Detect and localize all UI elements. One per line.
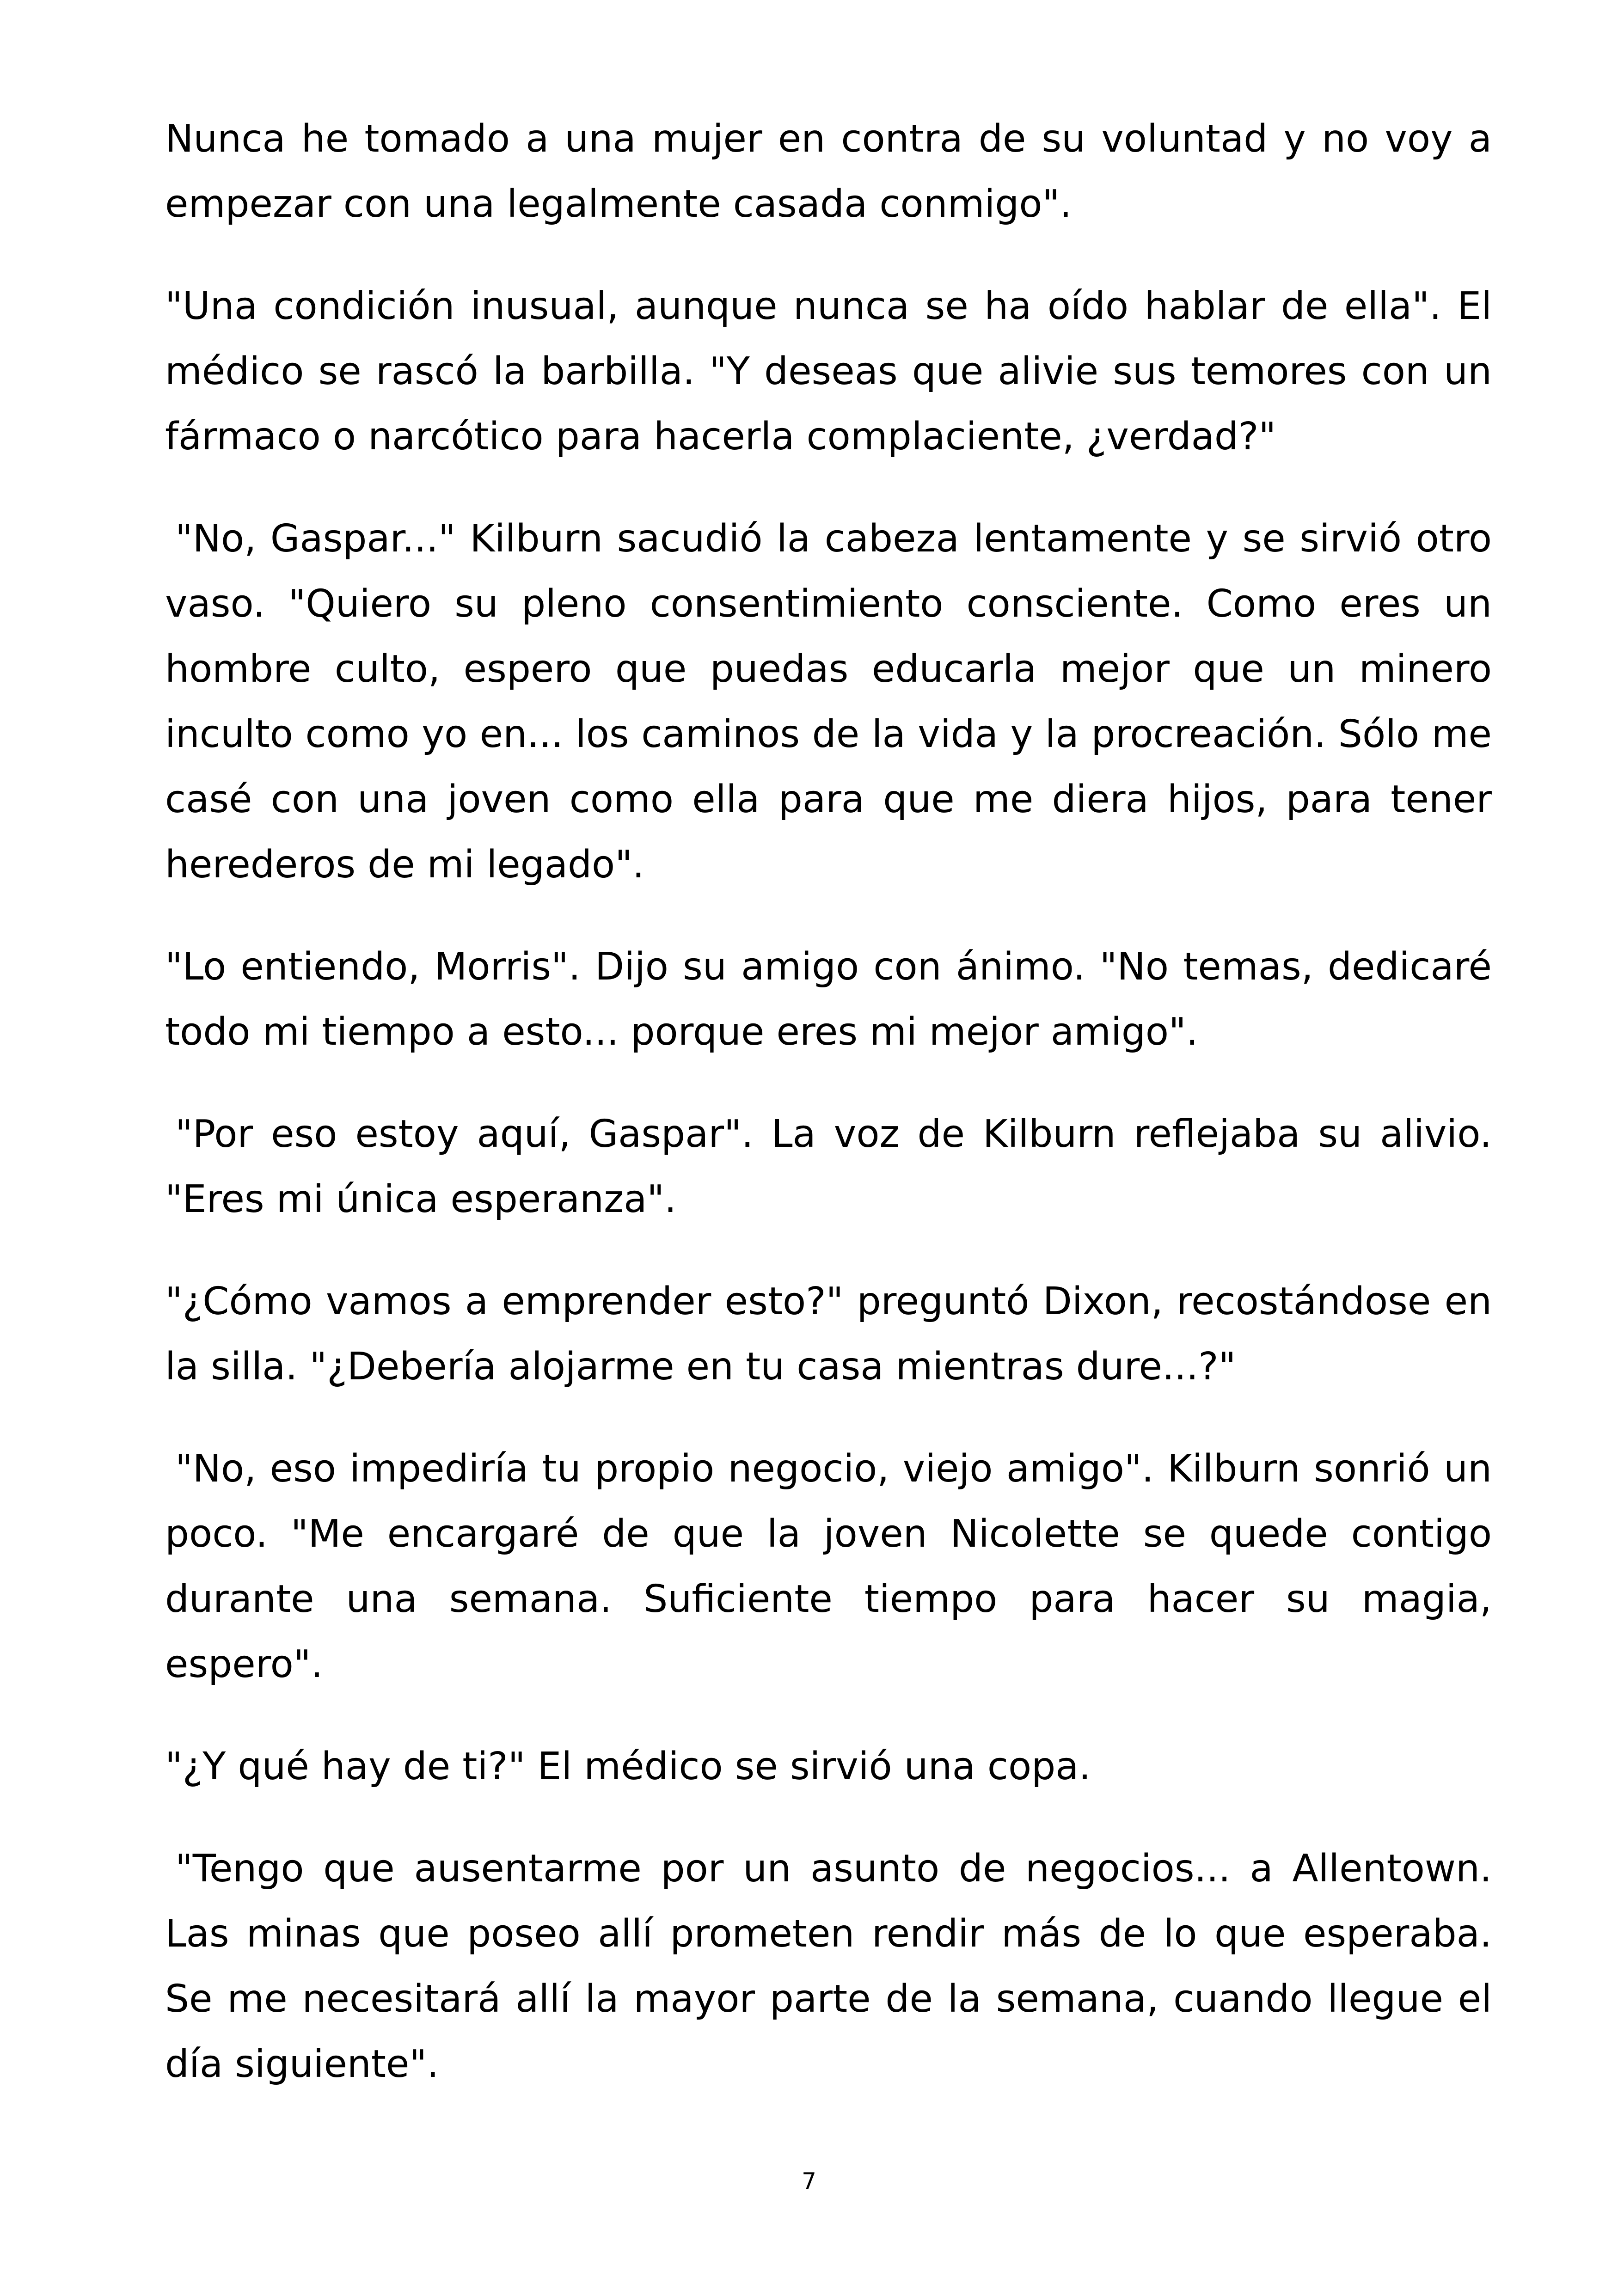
paragraph: "Tengo que ausentarme por un asunto de negocios... a Allentown. Las minas que poseo allí prometen rendir más de lo que esperaba. Se me necesitará allí la mayor parte de la semana, cuando llegue el día siguiente".: [165, 1847, 1492, 2086]
paragraph: "Por eso estoy aquí, Gaspar". La voz de Kilburn reflejaba su alivio. "Eres mi única esperanza".: [165, 1112, 1492, 1221]
page-number: 7: [802, 2168, 816, 2195]
paragraph: "¿Y qué hay de ti?" El médico se sirvió una copa.: [165, 1745, 1091, 1788]
paragraph: "Lo entiendo, Morris". Dijo su amigo con ánimo. "No temas, dedicaré todo mi tiempo a esto... porque eres mi mejor amigo".: [165, 945, 1492, 1054]
paragraph: "¿Cómo vamos a emprender esto?" preguntó Dixon, recostándose en la silla. "¿Debería alojarme en tu casa mientras dure...?": [165, 1280, 1492, 1389]
paragraph: "Una condición inusual, aunque nunca se ha oído hablar de ella". El médico se rascó la barbilla. "Y deseas que alivie sus temores con un fármaco o narcótico para hacerla complaciente, ¿verdad?": [165, 284, 1492, 459]
paragraph: "No, Gaspar..." Kilburn sacudió la cabeza lentamente y se sirvió otro vaso. "Quiero su pleno consentimiento consciente. Como eres un hombre culto, espero que puedas educarla mejor que un minero inculto como yo en... los caminos de la vida y la procreación. Sólo me casé con una joven como ella para que me diera hijos, para tener herederos de mi legado".: [165, 517, 1492, 887]
paragraph: Nunca he tomado a una mujer en contra de su voluntad y no voy a empezar con una legalmente casada conmigo".: [165, 117, 1492, 226]
body-text: [165, 106, 1492, 2134]
paragraph: "No, eso impediría tu propio negocio, viejo amigo". Kilburn sonrió un poco. "Me encargaré de que la joven Nicolette se quede contigo durante una semana. Suficiente tiempo para hacer su magia, espero".: [165, 1447, 1492, 1686]
